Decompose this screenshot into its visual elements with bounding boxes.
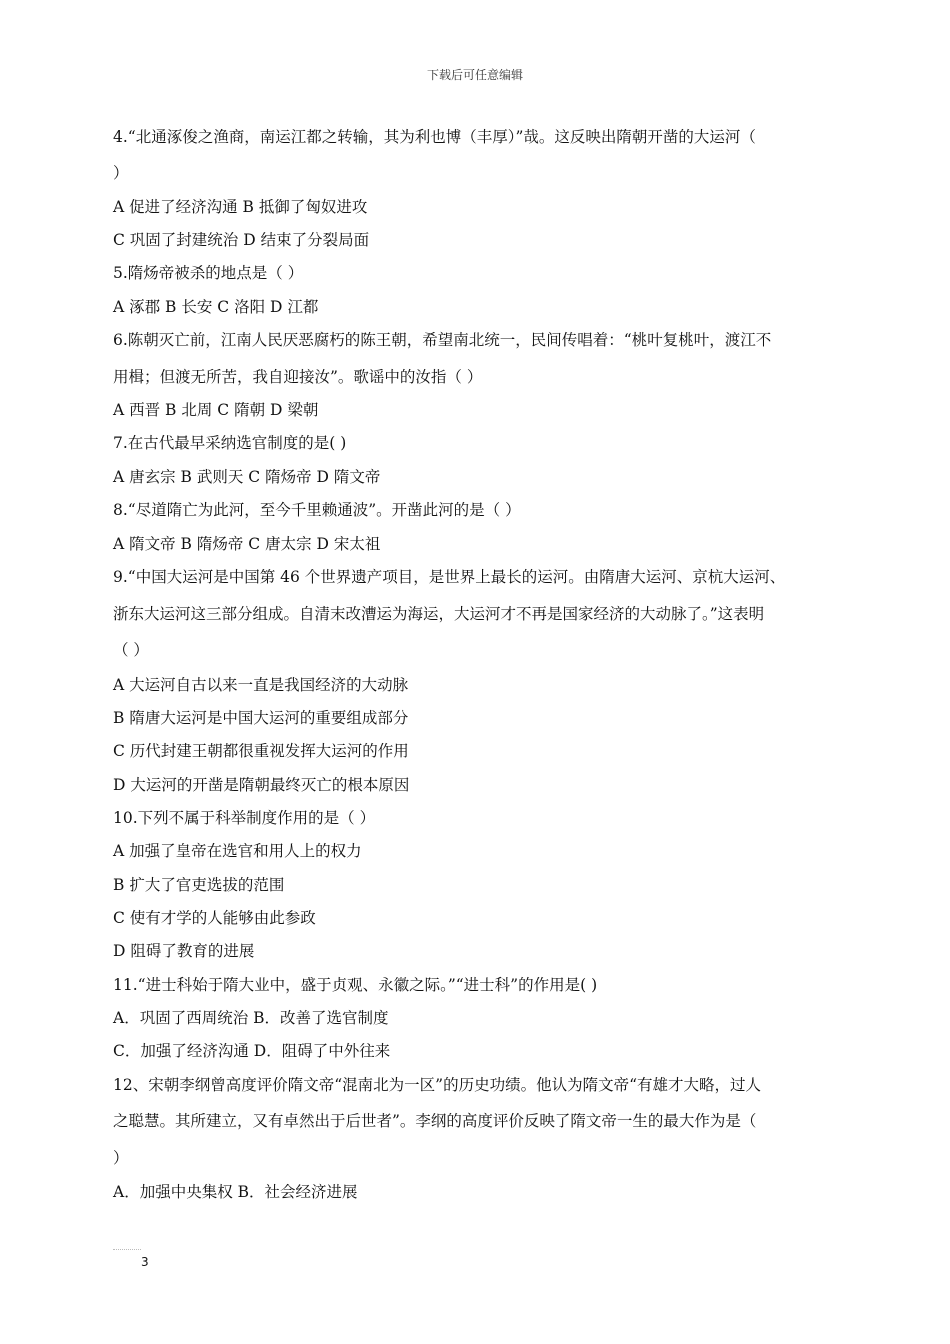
text-line: A 大运河自古以来一直是我国经济的大动脉	[113, 676, 409, 694]
text-line: A．巩固了西周统治 B．改善了选官制度	[113, 1009, 389, 1027]
text-line: 8.“尽道隋亡为此河，至今千里赖通波”。开凿此河的是（ ）	[113, 501, 521, 519]
text-line: 11.“进士科始于隋大业中，盛于贞观、永徽之际。”“进士科”的作用是( )	[113, 976, 598, 994]
text-line: 6.陈朝灭亡前，江南人民厌恶腐朽的陈王朝，希望南北统一，民间传唱着：“桃叶复桃叶，渡江不	[113, 331, 772, 349]
text-line: 9.“中国大运河是中国第 46 个世界遗产项目，是世界上最长的运河。由隋唐大运河、京杭大运河、	[113, 568, 786, 586]
footer-divider	[113, 1249, 141, 1250]
text-line: A 西晋 B 北周 C 隋朝 D 梁朝	[113, 401, 319, 419]
text-line: B 扩大了官吏选拔的范围	[113, 876, 285, 894]
text-line: 5.隋炀帝被杀的地点是（ ）	[113, 264, 304, 282]
text-line: A 促进了经济沟通 B 抵御了匈奴进攻	[113, 198, 368, 216]
text-line: 10.下列不属于科举制度作用的是（ ）	[113, 809, 376, 827]
text-line: 之聪慧。其所建立，又有卓然出于后世者”。李纲的高度评价反映了隋文帝一生的最大作为是（	[113, 1112, 757, 1130]
text-line: D 阻碍了教育的进展	[113, 942, 255, 960]
text-line: A 隋文帝 B 隋炀帝 C 唐太宗 D 宋太祖	[113, 535, 381, 553]
text-line: （ ）	[113, 641, 149, 659]
text-line: ）	[113, 1149, 129, 1167]
text-line: C 使有才学的人能够由此参政	[113, 909, 316, 927]
text-line: C．加强了经济沟通 D．阻碍了中外往来	[113, 1042, 391, 1060]
text-line: 用楫；但渡无所苦，我自迎接汝”。歌谣中的汝指（ ）	[113, 368, 483, 386]
page-number: 3	[141, 1255, 149, 1269]
text-line: A．加强中央集权 B．社会经济进展	[113, 1183, 358, 1201]
text-line: A 涿郡 B 长安 C 洛阳 D 江都	[113, 298, 319, 316]
text-line: 浙东大运河这三部分组成。自清末改漕运为海运，大运河才不再是国家经济的大动脉了。”这表明	[113, 605, 765, 623]
text-line: 12、宋朝李纲曾高度评价隋文帝“混南北为一区”的历史功绩。他认为隋文帝“有雄才大略，过人	[113, 1076, 761, 1094]
text-line: 7.在古代最早采纳选官制度的是( )	[113, 434, 347, 452]
text-line: A 唐玄宗 B 武则天 C 隋炀帝 D 隋文帝	[113, 468, 381, 486]
text-line: B 隋唐大运河是中国大运河的重要组成部分	[113, 709, 409, 727]
text-line: ）	[113, 164, 129, 182]
text-line: A 加强了皇帝在选官和用人上的权力	[113, 842, 362, 860]
text-line: D 大运河的开凿是隋朝最终灭亡的根本原因	[113, 776, 410, 794]
text-line: C 历代封建王朝都很重视发挥大运河的作用	[113, 742, 409, 760]
text-line: C 巩固了封建统治 D 结束了分裂局面	[113, 231, 370, 249]
text-line: 4.“北通涿俊之渔商，南运江都之转输，其为利也博（丰厚）”哉。这反映出隋朝开凿的大运河（	[113, 128, 756, 146]
page-header: 下载后可任意编辑	[426, 68, 523, 82]
